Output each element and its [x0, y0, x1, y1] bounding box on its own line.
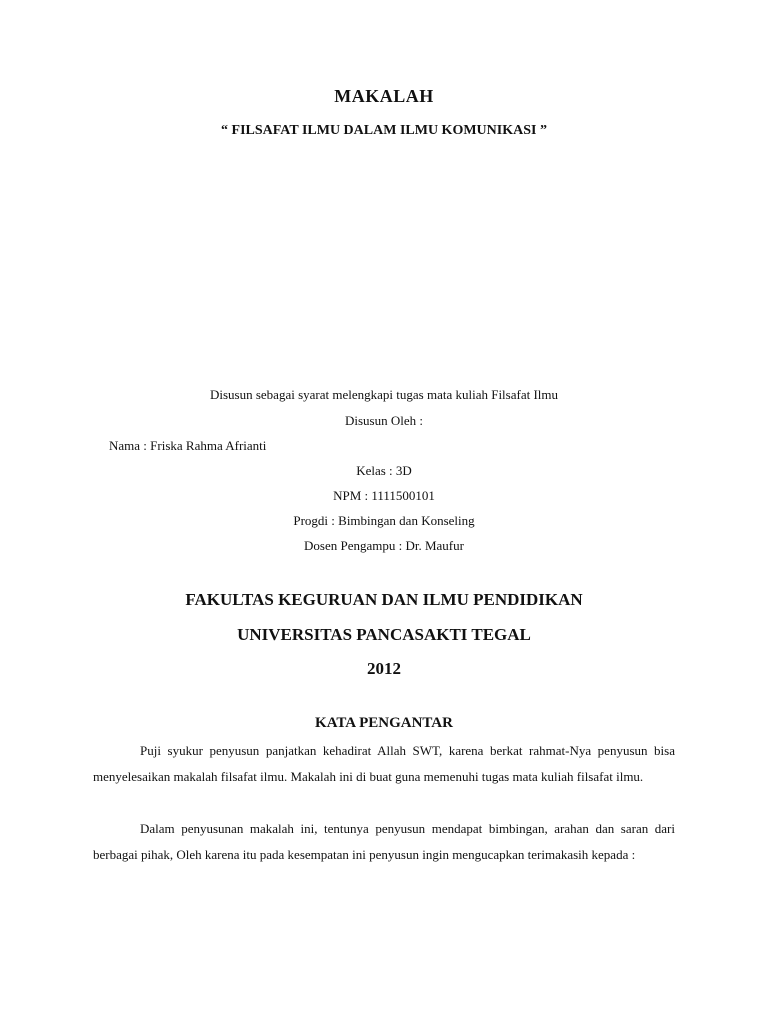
document-subtitle: “ FILSAFAT ILMU DALAM ILMU KOMUNIKASI ” — [221, 123, 547, 138]
compiled-by-label: Disusun Oleh : — [345, 413, 423, 428]
author-name: Nama : Friska Rahma Afrianti — [109, 438, 267, 453]
foreword-title: KATA PENGANTAR — [315, 715, 453, 731]
foreword-paragraph: Puji syukur penyusun panjatkan kehadirat Allah SWT, karena berkat rahmat-Nya penyusun bisa menyelesaikan makalah filsafat ilmu. Makalah ini di buat guna memenuhi tugas mata kuliah filsafat ilmu. — [93, 743, 675, 784]
lecturer-name: Dosen Pengampu : Dr. Maufur — [304, 538, 464, 553]
document-year: 2012 — [367, 659, 401, 678]
university-name: UNIVERSITAS PANCASAKTI TEGAL — [237, 625, 531, 644]
author-npm: NPM : 1111500101 — [333, 488, 435, 503]
purpose-text: Disusun sebagai syarat melengkapi tugas mata kuliah Filsafat Ilmu — [209, 387, 559, 402]
author-program: Progdi : Bimbingan dan Konseling — [293, 513, 475, 528]
faculty-name: FAKULTAS KEGURUAN DAN ILMU PENDIDIKAN — [185, 590, 583, 609]
author-class: Kelas : 3D — [356, 463, 412, 478]
document-title: MAKALAH — [334, 86, 434, 106]
foreword-paragraph: Dalam penyusunan makalah ini, tentunya penyusun mendapat bimbingan, arahan dan saran dari berbagai pihak, Oleh karena itu pada kesempatan ini penyusun ingin mengucapkan terimakasih kepada : — [93, 821, 675, 862]
